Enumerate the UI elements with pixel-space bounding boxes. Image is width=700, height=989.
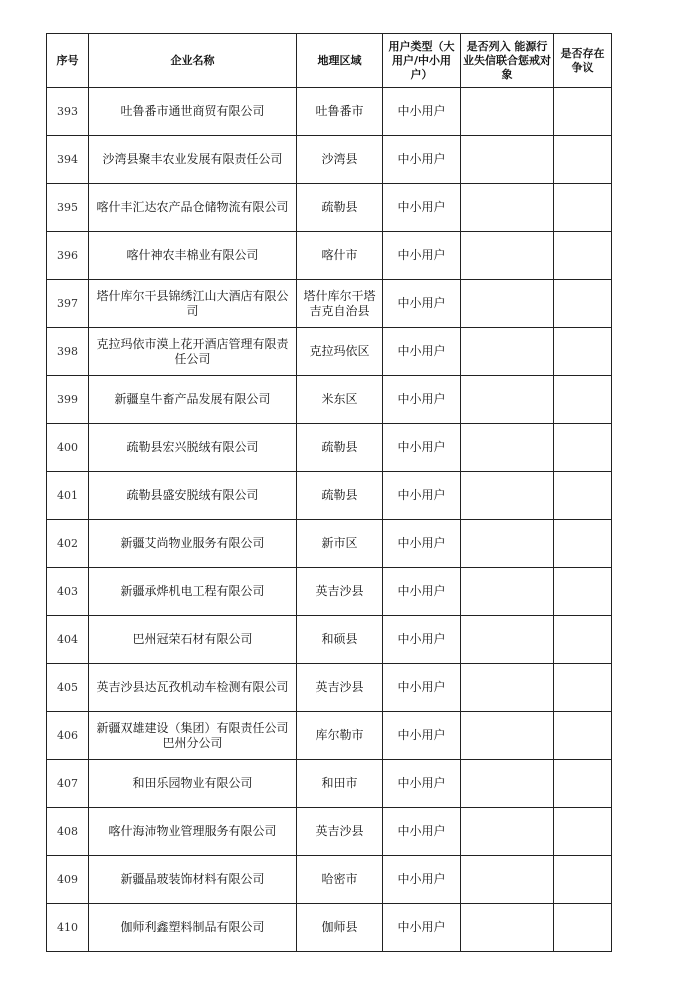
user-type-cell: 中小用户: [383, 184, 461, 232]
listed-cell: [461, 856, 554, 904]
serial-cell: 399: [47, 376, 89, 424]
header-user-type: 用户类型（大用户/中小用户）: [383, 34, 461, 88]
serial-cell: 406: [47, 712, 89, 760]
listed-cell: [461, 664, 554, 712]
listed-cell: [461, 280, 554, 328]
company-name-cell: 新疆艾尚物业服务有限公司: [89, 520, 297, 568]
region-cell: 疏勒县: [297, 424, 383, 472]
listed-cell: [461, 328, 554, 376]
company-name-cell: 沙湾县聚丰农业发展有限责任公司: [89, 136, 297, 184]
listed-cell: [461, 472, 554, 520]
listed-cell: [461, 712, 554, 760]
serial-cell: 410: [47, 904, 89, 952]
serial-cell: 396: [47, 232, 89, 280]
dispute-cell: [554, 712, 612, 760]
dispute-cell: [554, 88, 612, 136]
serial-cell: 400: [47, 424, 89, 472]
listed-cell: [461, 136, 554, 184]
serial-cell: 404: [47, 616, 89, 664]
region-cell: 英吉沙县: [297, 568, 383, 616]
listed-cell: [461, 520, 554, 568]
listed-cell: [461, 424, 554, 472]
listed-cell: [461, 808, 554, 856]
company-name-cell: 英吉沙县达瓦孜机动车检测有限公司: [89, 664, 297, 712]
listed-cell: [461, 232, 554, 280]
serial-cell: 393: [47, 88, 89, 136]
dispute-cell: [554, 856, 612, 904]
serial-cell: 408: [47, 808, 89, 856]
serial-cell: 409: [47, 856, 89, 904]
dispute-cell: [554, 184, 612, 232]
table-row: [47, 712, 612, 760]
listed-cell: [461, 88, 554, 136]
company-name-cell: 新疆承烨机电工程有限公司: [89, 568, 297, 616]
region-cell: 哈密市: [297, 856, 383, 904]
table-row: [47, 232, 612, 280]
table-row: [47, 568, 612, 616]
user-type-cell: 中小用户: [383, 328, 461, 376]
dispute-cell: [554, 376, 612, 424]
dispute-cell: [554, 424, 612, 472]
table-row: [47, 520, 612, 568]
table-row: [47, 904, 612, 952]
user-type-cell: 中小用户: [383, 904, 461, 952]
listed-cell: [461, 616, 554, 664]
user-type-cell: 中小用户: [383, 136, 461, 184]
company-name-cell: 巴州冠荣石材有限公司: [89, 616, 297, 664]
dispute-cell: [554, 760, 612, 808]
header-region: 地理区域: [297, 34, 383, 88]
table-row: [47, 808, 612, 856]
serial-cell: 401: [47, 472, 89, 520]
user-type-cell: 中小用户: [383, 520, 461, 568]
table-row: [47, 88, 612, 136]
serial-cell: 402: [47, 520, 89, 568]
user-type-cell: 中小用户: [383, 88, 461, 136]
dispute-cell: [554, 232, 612, 280]
region-cell: 库尔勒市: [297, 712, 383, 760]
region-cell: 米东区: [297, 376, 383, 424]
user-type-cell: 中小用户: [383, 712, 461, 760]
dispute-cell: [554, 472, 612, 520]
company-name-cell: 克拉玛依市漠上花开酒店管理有限责任公司: [89, 328, 297, 376]
dispute-cell: [554, 904, 612, 952]
header-company-name: 企业名称: [89, 34, 297, 88]
region-cell: 喀什市: [297, 232, 383, 280]
company-name-cell: 和田乐园物业有限公司: [89, 760, 297, 808]
user-type-cell: 中小用户: [383, 280, 461, 328]
region-cell: 吐鲁番市: [297, 88, 383, 136]
dispute-cell: [554, 664, 612, 712]
dispute-cell: [554, 616, 612, 664]
company-name-cell: 喀什丰汇达农产品仓储物流有限公司: [89, 184, 297, 232]
header-serial: 序号: [47, 34, 89, 88]
company-name-cell: 喀什神农丰棉业有限公司: [89, 232, 297, 280]
dispute-cell: [554, 520, 612, 568]
region-cell: 疏勒县: [297, 472, 383, 520]
table-row: [47, 424, 612, 472]
company-name-cell: 新疆双雄建设（集团）有限责任公司巴州分公司: [89, 712, 297, 760]
serial-cell: 397: [47, 280, 89, 328]
table-row: [47, 376, 612, 424]
table-row: [47, 616, 612, 664]
user-type-cell: 中小用户: [383, 424, 461, 472]
table-row: [47, 664, 612, 712]
listed-cell: [461, 904, 554, 952]
table-row: [47, 472, 612, 520]
table-row: [47, 184, 612, 232]
company-name-cell: 伽师利鑫塑料制品有限公司: [89, 904, 297, 952]
serial-cell: 405: [47, 664, 89, 712]
user-type-cell: 中小用户: [383, 760, 461, 808]
region-cell: 沙湾县: [297, 136, 383, 184]
user-type-cell: 中小用户: [383, 568, 461, 616]
serial-cell: 398: [47, 328, 89, 376]
user-type-cell: 中小用户: [383, 856, 461, 904]
header-row: [47, 34, 612, 88]
user-type-cell: 中小用户: [383, 472, 461, 520]
company-name-cell: 疏勒县宏兴脱绒有限公司: [89, 424, 297, 472]
serial-cell: 403: [47, 568, 89, 616]
user-type-cell: 中小用户: [383, 616, 461, 664]
region-cell: 和硕县: [297, 616, 383, 664]
enterprise-table: [46, 33, 612, 952]
region-cell: 英吉沙县: [297, 664, 383, 712]
listed-cell: [461, 184, 554, 232]
table-row: [47, 280, 612, 328]
company-name-cell: 新疆皇牛畜产品发展有限公司: [89, 376, 297, 424]
company-name-cell: 吐鲁番市通世商贸有限公司: [89, 88, 297, 136]
table-row: [47, 856, 612, 904]
company-name-cell: 疏勒县盛安脱绒有限公司: [89, 472, 297, 520]
region-cell: 塔什库尔干塔吉克自治县: [297, 280, 383, 328]
user-type-cell: 中小用户: [383, 376, 461, 424]
table-row: [47, 328, 612, 376]
dispute-cell: [554, 808, 612, 856]
listed-cell: [461, 568, 554, 616]
region-cell: 新市区: [297, 520, 383, 568]
table-row: [47, 760, 612, 808]
dispute-cell: [554, 136, 612, 184]
serial-cell: 394: [47, 136, 89, 184]
header-dispute: 是否存在争议: [554, 34, 612, 88]
table-row: [47, 136, 612, 184]
listed-cell: [461, 760, 554, 808]
header-listed: 是否列入 能源行业失信联合惩戒对象: [461, 34, 554, 88]
region-cell: 克拉玛依区: [297, 328, 383, 376]
serial-cell: 395: [47, 184, 89, 232]
region-cell: 英吉沙县: [297, 808, 383, 856]
user-type-cell: 中小用户: [383, 232, 461, 280]
serial-cell: 407: [47, 760, 89, 808]
company-name-cell: 塔什库尔干县锦绣江山大酒店有限公司: [89, 280, 297, 328]
listed-cell: [461, 376, 554, 424]
company-name-cell: 喀什海沛物业管理服务有限公司: [89, 808, 297, 856]
region-cell: 和田市: [297, 760, 383, 808]
company-name-cell: 新疆晶玻装饰材料有限公司: [89, 856, 297, 904]
region-cell: 伽师县: [297, 904, 383, 952]
dispute-cell: [554, 328, 612, 376]
region-cell: 疏勒县: [297, 184, 383, 232]
user-type-cell: 中小用户: [383, 664, 461, 712]
dispute-cell: [554, 568, 612, 616]
user-type-cell: 中小用户: [383, 808, 461, 856]
dispute-cell: [554, 280, 612, 328]
